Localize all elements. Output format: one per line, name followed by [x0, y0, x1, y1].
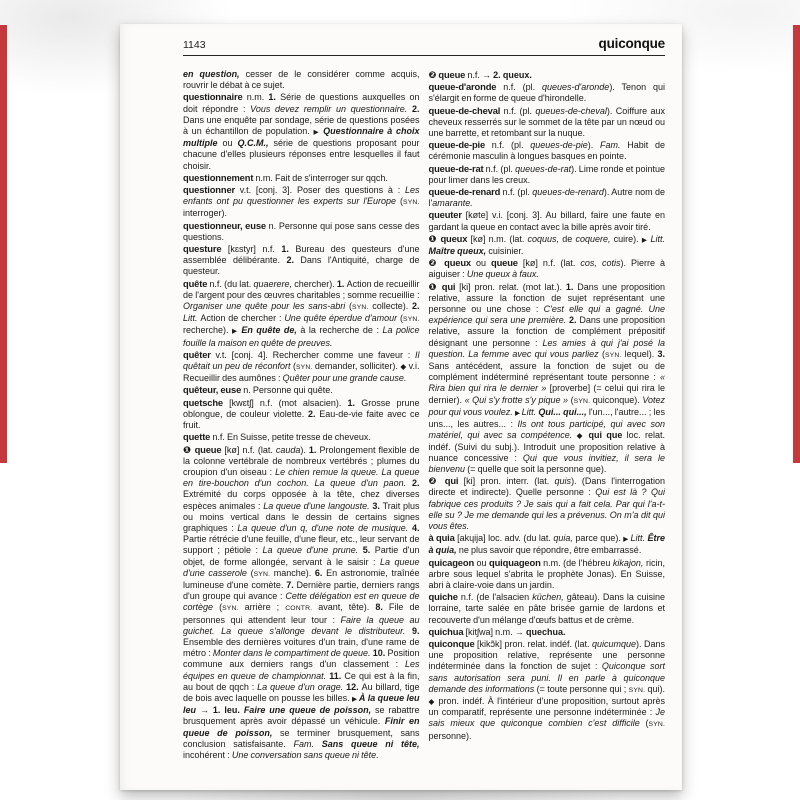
dictionary-entry: en question, cesser de le considérer comme acquis, rouvrir le débat à ce sujet.: [183, 69, 420, 91]
right-column: [429, 69, 666, 761]
dictionary-page: [120, 24, 682, 790]
dictionary-entry: quêter v.t. [conj. 4]. Rechercher comme une faveur : Il quêtait un peu de réconfort (SYN. demander, solliciter). ◆ v.i. Recueillir des aumônes : Quêter pour une grande cause.: [183, 348, 420, 384]
left-column: [183, 69, 420, 761]
dictionary-entry: quête n.f. (du lat. quaerere, chercher). 1. Action de recueillir de l'argent pour des œuvres charitables ; somme recueillie : Organiser une quête pour les sans-abri (SYN. collecte). 2. Litt. Action de chercher : Une quête éperdue d'amour (SYN. recherche). ▶ En quête de, à la recherche de : La police fouille la maison en quête de preuves.: [183, 277, 420, 348]
dictionary-entry: questure [kɛstyr] n.f. 1. Bureau des questeurs d'une assemblée délibérante. 2. Dans l'Antiquité, charge de questeur.: [183, 243, 420, 277]
dictionary-entry: quiconque [kikɔ̃k] pron. relat. indéf. (lat. quicumque). Dans une proposition relative, représente une personne indéterminée dans la fonction de sujet : Quiconque sort sans autorisation sera puni. Il en parle à quiconque demande des informations (= toute personne qui ; SYN. qui). ◆ pron. indéf. À l'intérieur d'une proposition, surtout après un comparatif, représente une personne indéterminée : Je sais mieux que quiconque combien c'est difficile (SYN. personne).: [428, 637, 666, 741]
dictionary-entry: quêteur, euse n. Personne qui quête.: [183, 384, 333, 396]
dictionary-entry: ❷ qui [ki] pron. interr. (lat. quis). (Dans l'interrogation directe et indirecte). Quelle personne : Qui est là ? Qui fabrique ces produits ? Je sais qui a fait cela. Par qui l'a-t-elle su ? Je me demande qui les a prévenus. On m'a dit qui vous êtes.: [428, 475, 665, 531]
page-header: [183, 36, 665, 53]
dictionary-entry: queue-d'aronde n.f. (pl. queues-d'aronde). Tenon qui s'élargit en forme de queue d'hirondelle.: [428, 81, 665, 104]
dictionary-entry: questionner v.t. [conj. 3]. Poser des questions à : Les enfants ont pu questionner les experts sur l'Europe (SYN. interroger).: [183, 184, 420, 219]
text-columns: [183, 69, 665, 761]
dictionary-entry: queue-de-pie n.f. (pl. queues-de-pie). Fam. Habit de cérémonie masculin à longues basques en pointe.: [428, 139, 665, 162]
dictionary-entry: à quia [akɥija] loc. adv. (du lat. quia, parce que). ▶ Litt. Être à quia, ne plus savoir que répondre, être embarrassé.: [428, 532, 665, 556]
dictionary-entry: quichua [kitʃwa] n.m. → quechua.: [428, 625, 566, 637]
dictionary-entry: queue-de-rat n.f. (pl. queues-de-rat). Lime ronde et pointue pour limer dans les creux.: [428, 162, 665, 185]
dictionary-entry: queue-de-cheval n.f. (pl. queues-de-cheval). Coiffure aux cheveux resserrés sur le sommet de la tête par un nœud ou une barrette, et retombant sur la nuque.: [428, 104, 665, 139]
dictionary-entry: questionnement n.m. Fait de s'interroger sur qqch.: [183, 171, 388, 183]
book-cover-edge-right: [793, 25, 800, 463]
dictionary-entry: ❶ queux [kø] n.m. (lat. coquus, de coquere, cuire). ▶ Litt. Maître queux, cuisinier.: [428, 232, 665, 257]
dictionary-entry: queue-de-renard n.f. (pl. queues-de-renard). Autre nom de l'amarante.: [428, 186, 665, 209]
dictionary-entry: questionneur, euse n. Personne qui pose sans cesse des questions.: [183, 219, 420, 242]
dictionary-entry: ❷ queux ou queue [kø] n.f. (lat. cos, cotis). Pierre à aiguiser : Une queux à faux.: [428, 257, 666, 280]
running-head: quiconque: [598, 36, 665, 51]
dictionary-entry: quiche n.f. (de l'alsacien küchen, gâteau). Dans la cuisine lorraine, tarte salée en pâte brisée garnie de lardons et recouverte d'un mélange d'œufs battus et de crème.: [428, 591, 665, 625]
dictionary-entry: quette n.f. En Suisse, petite tresse de cheveux.: [183, 431, 371, 443]
dictionary-entry: ❶ queue [kø] n.f. (lat. cauda). 1. Prolongement flexible de la colonne vertébrale de nombreux vertébrés ; plumes du croupion d'un oiseau : Le chien remue la queue. La queue en tire-bouchon d'un cochon. La queue d'un paon. 2. Extrémité du corps opposée à la tête, chez diverses espèces animales : La queue d'une langouste. 3. Trait plus ou moins vertical dans le dessin de certains signes graphiques : La queue d'un q, d'une note de musique. 4. Partie rétrécie d'une feuille, d'une fleur, etc., leur servant de support ; pétiole : La queue d'une prune. 5. Partie d'un objet, de forme allongée, servant à le saisir : La queue d'une casserole (SYN. manche). 6. En astronomie, traînée lumineuse d'une comète. 7. Dernière partie, derniers rangs d'un groupe qui avance : Cette délégation est en queue de cortège (SYN. arrière ; CONTR. avant, tête). 8. File de personnes qui attendent leur tour : Faire la queue au guichet. La queue s'allonge devant le distributeur. 9. Ensemble des dernières voitures d'un train, d'une rame de métro : Monter dans le compartiment de queue. 10. Position commune aux derniers rangs d'un classement : Les équipes en queue de championnat. 11. Ce qui est à la fin, au bout de qqch : La queue d'un orage. 12. Au billard, tige de bois avec laquelle on pousse les billes. ▶ À la queue leu leu → 1. leu. Faire une queue de poisson, se rabattre brusquement après avoir dépassé un véhicule. Finir en queue de poisson, se terminer brusquement, sans conclusion satisfaisante. Fam. Sans queue ni tête, incohérent : Une conversation sans queue ni tête.: [183, 443, 420, 760]
dictionary-entry: queuter [køte] v.i. [conj. 3]. Au billard, faire une faute en gardant la queue en contact avec la bille après avoir tiré.: [428, 209, 665, 232]
header-rule: [183, 55, 665, 56]
dictionary-entry: quetsche [kwɛtʃ] n.f. (mot alsacien). 1. Grosse prune oblongue, de couleur violette. 2. Eau-de-vie faite avec ce fruit.: [183, 396, 420, 431]
page-number: 1143: [183, 39, 206, 51]
book-cover-edge-left: [0, 25, 7, 463]
dictionary-entry: ❷ queue n.f. → 2. queux.: [428, 69, 532, 80]
dictionary-entry: ❶ qui [ki] pron. relat. (mot lat.). 1. Dans une proposition relative, assure la fonction de sujet représentant une personne ou une chose : C'est elle qui a gagné. Une expérience qui sera une première. 2. Dans une proposition relative, assure la fonction de complément prépositif désignant une personne : Les amies à qui j'ai posé la question. La femme avec qui vous parliez (SYN. lequel). 3. Sans antécédent, assure la fonction de sujet ou de complément indéterminé représentant toute personne : « Rira bien qui rira le dernier » [proverbe] (= celui qui rira le dernier). « Qui s'y frotte s'y pique » (SYN. quiconque). Votez pour qui vous voulez. ▶ Litt. Qui... qui..., l'un..., l'autre... ; les uns..., les autres... : Ils ont tous participé, qui avec son matériel, qui avec sa compétence. ◆ qui que loc. relat. indéf. (Suivi du subj.). Introduit une proposition relative à nuance concessive : Qui que vous invitiez, il sera le bienvenu (= quelle que soit la personne que).: [428, 280, 666, 474]
dictionary-entry: questionnaire n.m. 1. Série de questions auxquelles on doit répondre : Vous devez remplir un questionnaire. 2. Dans une enquête par sondage, série de questions posées à un échantillon de population. ▶ Questionnaire à choix multiple ou Q.C.M., série de questions proposant pour chacune d'elles plusieurs réponses entre lesquelles il faut choisir.: [183, 91, 420, 171]
dictionary-entry: quicageon ou quiquageon n.m. (de l'hébreu kikajon, ricin, arbre sous lequel s'abrita le prophète Jonas). En Suisse, abri à claire-voie dans un jardin.: [428, 556, 665, 590]
